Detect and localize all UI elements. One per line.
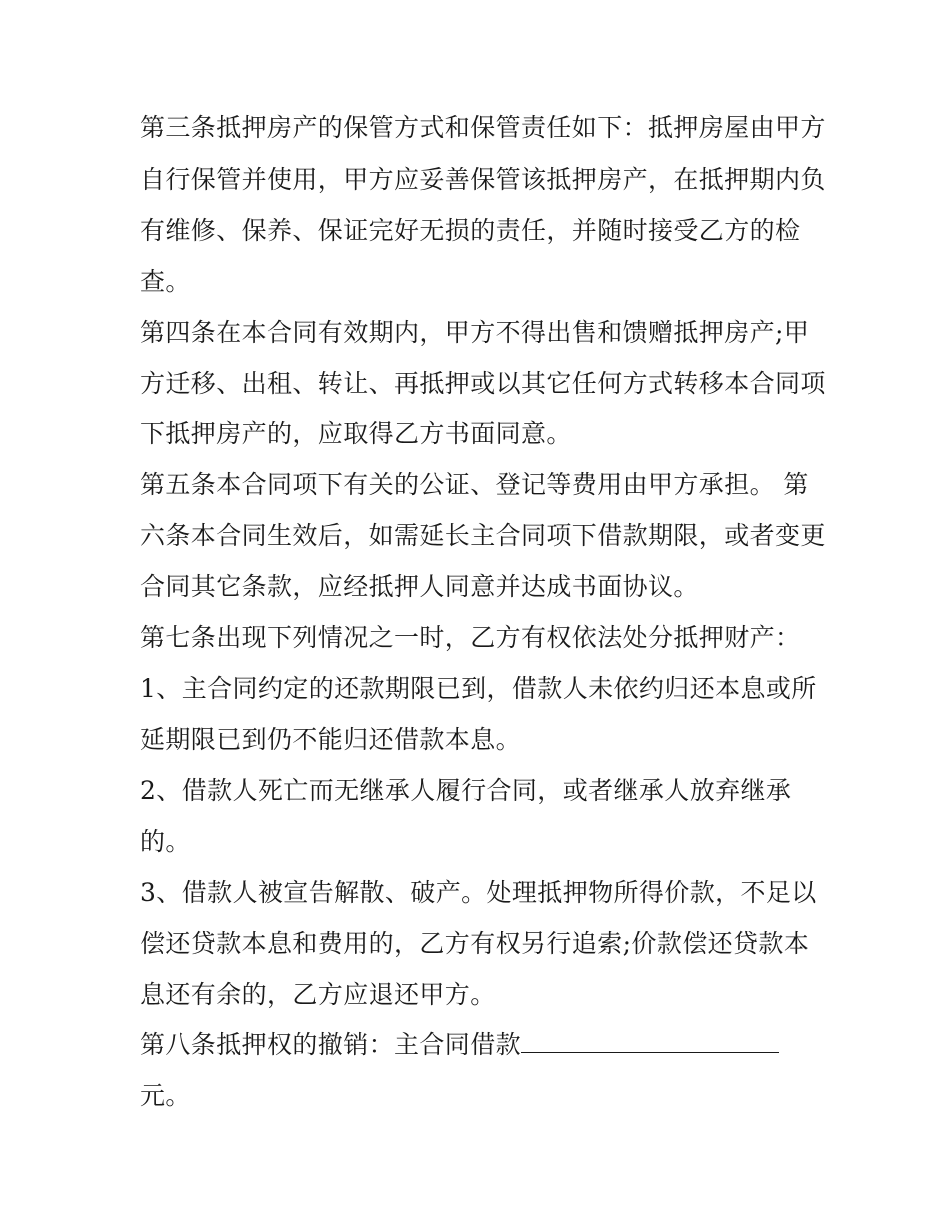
text-line-with-blank [140, 1025, 779, 1065]
text-line: 偿还贷款本息和费用的，乙方有权另行追索;价款偿还贷款本 [140, 929, 810, 958]
text-line: 3、借款人被宣告解散、破产。处理抵押物所得价款，不足以 [140, 878, 817, 907]
fill-in-blank [521, 1026, 779, 1053]
text-line: 第八条抵押权的撤销：主合同借款 [140, 1030, 522, 1059]
text-line: 自行保管并使用，甲方应妥善保管该抵押房产，在抵押期内负 [140, 165, 826, 194]
text-line: 元。 [140, 1081, 191, 1110]
text-line: 方迁移、出租、转让、再抵押或以其它任何方式转移本合同项 [140, 369, 826, 398]
text-line: 第四条在本合同有效期内，甲方不得出售和馈赠抵押房产;甲 [140, 318, 810, 347]
text-line: 合同其它条款，应经抵押人同意并达成书面协议。 [140, 572, 699, 601]
text-line: 延期限已到仍不能归还借款本息。 [140, 725, 522, 754]
text-line: 有维修、保养、保证完好无损的责任，并随时接受乙方的检 [140, 216, 801, 245]
text-line: 查。 [140, 267, 191, 296]
text-line: 1、主合同约定的还款期限已到，借款人未依约归还本息或所 [140, 674, 817, 703]
text-line: 第三条抵押房产的保管方式和保管责任如下：抵押房屋由甲方 [140, 113, 826, 142]
text-line: 2、借款人死亡而无继承人履行合同，或者继承人放弃继承 [140, 776, 792, 805]
text-line: 下抵押房产的，应取得乙方书面同意。 [140, 419, 572, 448]
text-line: 第五条本合同项下有关的公证、登记等费用由甲方承担。 第 [140, 470, 809, 499]
text-line: 的。 [140, 827, 191, 856]
text-line: 第七条出现下列情况之一时，乙方有权依法处分抵押财产： [140, 623, 801, 652]
text-line: 息还有余的，乙方应退还甲方。 [140, 980, 496, 1009]
text-line: 六条本合同生效后，如需延长主合同项下借款期限，或者变更 [140, 521, 826, 550]
